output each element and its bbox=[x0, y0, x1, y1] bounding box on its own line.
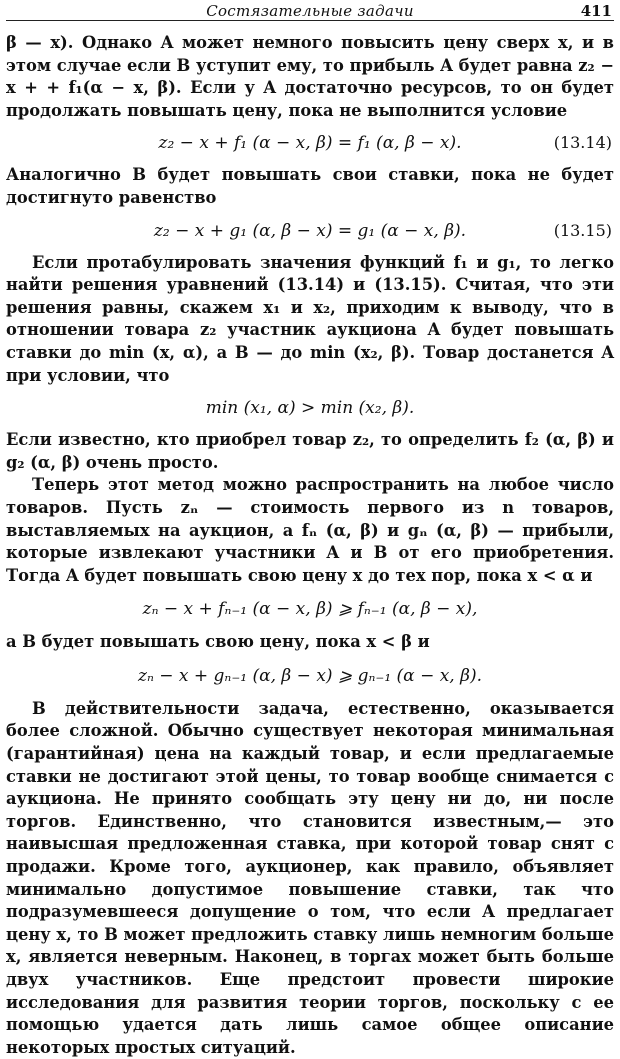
min-condition-formula bbox=[6, 387, 614, 429]
equation-number: (13.15) bbox=[553, 220, 612, 240]
equation-13-15 bbox=[6, 210, 614, 252]
equation-body: zₙ − x + fₙ₋₁ (α − x, β) ⩾ fₙ₋₁ (α, β − x), bbox=[142, 599, 478, 620]
paragraph: В действительности задача, естественно, оказывается более сложной. Обычно существует некоторая минимальная (гарантийная) цена на каждый товар, и если предлагаемые ставки не достигают этой цены, то товар вообще снимается с аукциона. Не принято сообщать эту цену ни до, ни после торгов. Единственно, что становится известным,— это наивысшая предложенная ставка, при которой товар снят с продажи. Кроме того, аукционер, как правило, объявляет минимально допустимое повышение ставки, так что подразумевшееся допущение о том, что если A предлагает цену x, то B может предложить ставку лишь немногим больше x, является неверным. Наконец, в торгах может быть больше двух участников. Еще предстоит провести широкие исследования для развития теории торгов, поскольку с ее помощью удается дать лишь самое общее описание некоторых простых ситуаций. bbox=[6, 698, 614, 1057]
equation-number: (13.14) bbox=[553, 133, 612, 153]
page-header bbox=[6, 0, 614, 21]
equation-body: z₂ − x + f₁ (α − x, β) = f₁ (α, β − x). bbox=[158, 133, 462, 154]
page-body bbox=[6, 32, 614, 1059]
f-recurrence-formula bbox=[6, 587, 614, 631]
paragraph: β — x). Однако A может немного повысить цену сверх x, и в этом случае если B уступит ему, то прибыль A будет равна z₂ − x + + f₁(α − x, β). Если у A достаточно ресурсов, то он будет продолжать повышать цену, пока не выполнится условие bbox=[6, 33, 614, 120]
page-number: 411 bbox=[580, 2, 612, 20]
g-recurrence-formula bbox=[6, 654, 614, 698]
paragraph: Если протабулировать значения функций f₁ и g₁, то легко найти решения уравнений (13.14) и (13.15). Считая, что эти решения равны, скажем x₁ и x₂, приходим к выводу, что в отношении товара z₂ участник аукциона A будет повышать ставки до min (x, α), а B — до min (x₂, β). Товар достанется A при условии, что bbox=[6, 252, 614, 385]
paragraph: Если известно, кто приобрел товар z₂, то определить f₂ (α, β) и g₂ (α, β) очень просто. bbox=[6, 430, 614, 472]
equation-body: z₂ − x + g₁ (α, β − x) = g₁ (α − x, β). bbox=[153, 220, 467, 241]
equation-body: zₙ − x + gₙ₋₁ (α, β − x) ⩾ gₙ₋₁ (α − x, β). bbox=[138, 665, 482, 686]
equation-13-14 bbox=[6, 122, 614, 164]
paragraph: Аналогично B будет повышать свои ставки, пока не будет достигнуто равенство bbox=[6, 165, 614, 207]
paragraph: Теперь этот метод можно распространить на любое число товаров. Пусть zₙ — стоимость первого из n товаров, выставляемых на аукцион, а fₙ (α, β) и gₙ (α, β) — прибыли, которые извлекают участники A и B от его приобретения. Тогда A будет повышать свою цену x до тех пор, пока x < α и bbox=[6, 475, 614, 585]
equation-body: min (x₁, α) > min (x₂, β). bbox=[205, 398, 415, 419]
running-title: Состязательные задачи bbox=[206, 2, 414, 20]
paragraph: а B будет повышать свою цену, пока x < β и bbox=[6, 632, 430, 652]
